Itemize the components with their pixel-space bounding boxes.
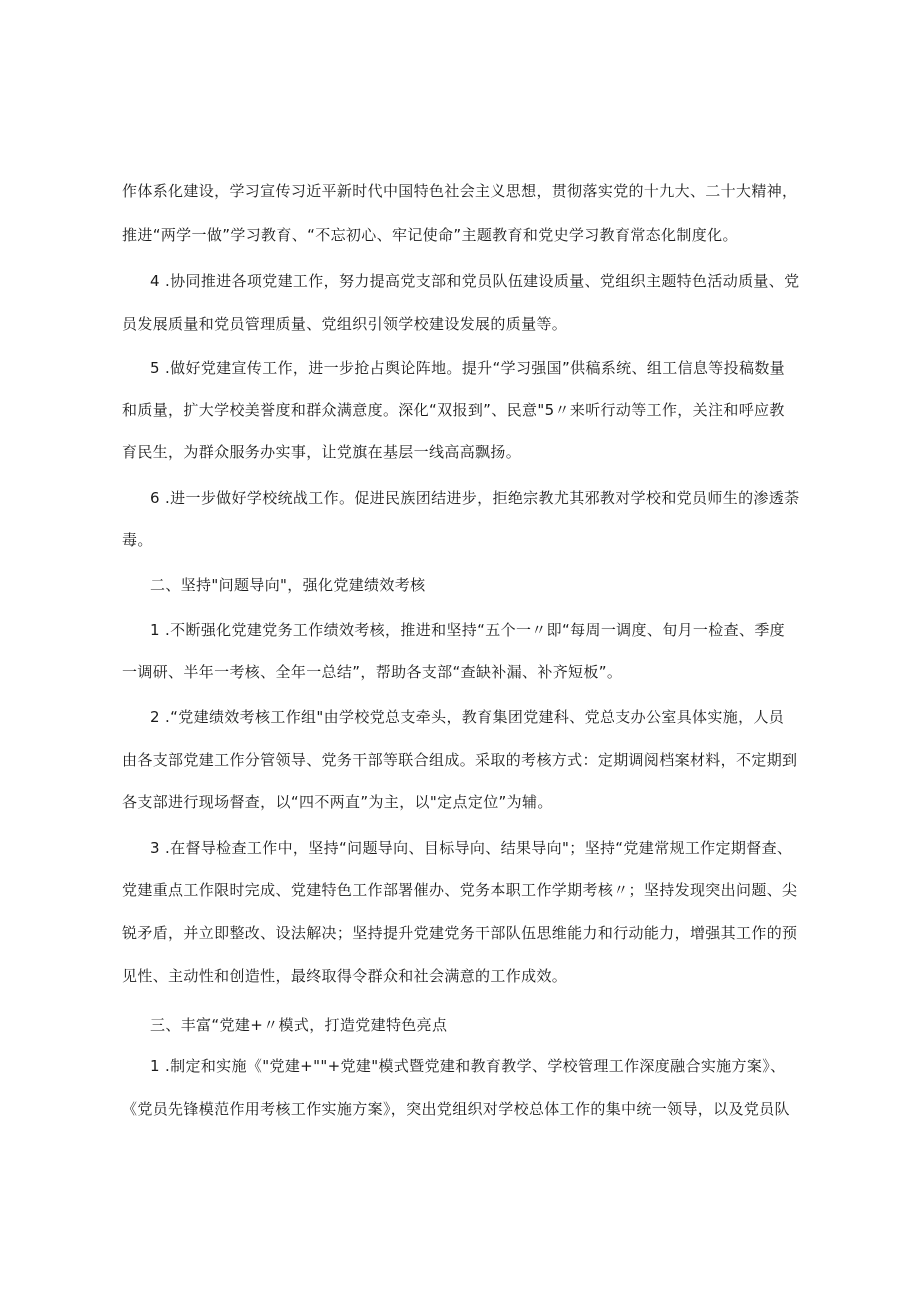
text-line: 锐矛盾，并立即整改、设法解决；坚持提升党建党务干部队伍思维能力和行动能力，增强其工作的预 [122, 924, 798, 942]
text-line: 见性、主动性和创造性，最终取得令群众和社会满意的工作成效。 [122, 967, 568, 985]
text-line: 员发展质量和党员管理质量、党组织引领学校建设发展的质量等。 [122, 315, 568, 333]
text-line: 推进“两学一做”学习教育、“不忘初心、牢记使命”主题教育和党史学习教育常态化制度化。 [122, 226, 738, 244]
text-line: 作体系化建设，学习宣传习近平新时代中国特色社会主义思想，贯彻落实党的十九大、二十大精神， [122, 182, 798, 200]
list-item-3: 3 .在督导检查工作中，坚持“问题导向、目标导向、结果导向"；坚持“党建常规工作定期督查、 [150, 839, 793, 857]
list-item-1: 1 .不断强化党建党务工作绩效考核，推进和坚持“五个一〃即“每周一调度、旬月一检查、季度 [150, 621, 786, 639]
list-item-2: 2 .“党建绩效考核工作组"由学校党总支牵头，教育集团党建科、党总支办公室具体实施，人员 [150, 708, 785, 726]
list-item-1b: 1 .制定和实施《"党建+""+党建"模式暨党建和教育教学、学校管理工作深度融合实施方案》、 [150, 1057, 786, 1075]
text-line: 党建重点工作限时完成、党建特色工作部署催办、党务本职工作学期考核〃；坚持发现突出问题、尖 [122, 881, 798, 899]
list-item-4: 4 .协同推进各项党建工作，努力提高党支部和党员队伍建设质量、党组织主题特色活动质量、党 [150, 272, 800, 290]
text-line: 和质量，扩大学校美誉度和群众满意度。深化“双报到”、民意"5〃来听行动等工作，关注和呼应教 [122, 401, 785, 419]
list-item-5: 5 .做好党建宣传工作，进一步抢占舆论阵地。提升“学习强国”供稿系统、组工信息等投稿数量 [150, 359, 786, 377]
section-heading-2: 二、坚持"问题导向"，强化党建绩效考核 [150, 576, 426, 594]
text-line: 毒。 [122, 531, 153, 549]
text-line: 各支部进行现场督查，以“四不两直”为主，以"定点定位”为辅。 [122, 793, 553, 811]
text-line: 育民生，为群众服务办实事，让党旗在基层一线高高飘扬。 [122, 443, 522, 461]
text-line: 一调研、半年一考核、全年一总结”，帮助各支部“查缺补漏、补齐短板”。 [122, 663, 623, 681]
text-line: 由各支部党建工作分管领导、党务干部等联合组成。采取的考核方式：定期调阅档案材料，不定期到 [122, 751, 798, 769]
text-line: 《党员先锋模范作用考核工作实施方案》，突出党组织对学校总体工作的集中统一领导，以及党员队 [122, 1100, 790, 1118]
list-item-6: 6 .进一步做好学校统战工作。促进民族团结进步，拒绝宗教尤其邪教对学校和党员师生的渗透荼 [150, 489, 800, 507]
section-heading-3: 三、丰富“党建+〃模式，打造党建特色亮点 [150, 1016, 448, 1034]
